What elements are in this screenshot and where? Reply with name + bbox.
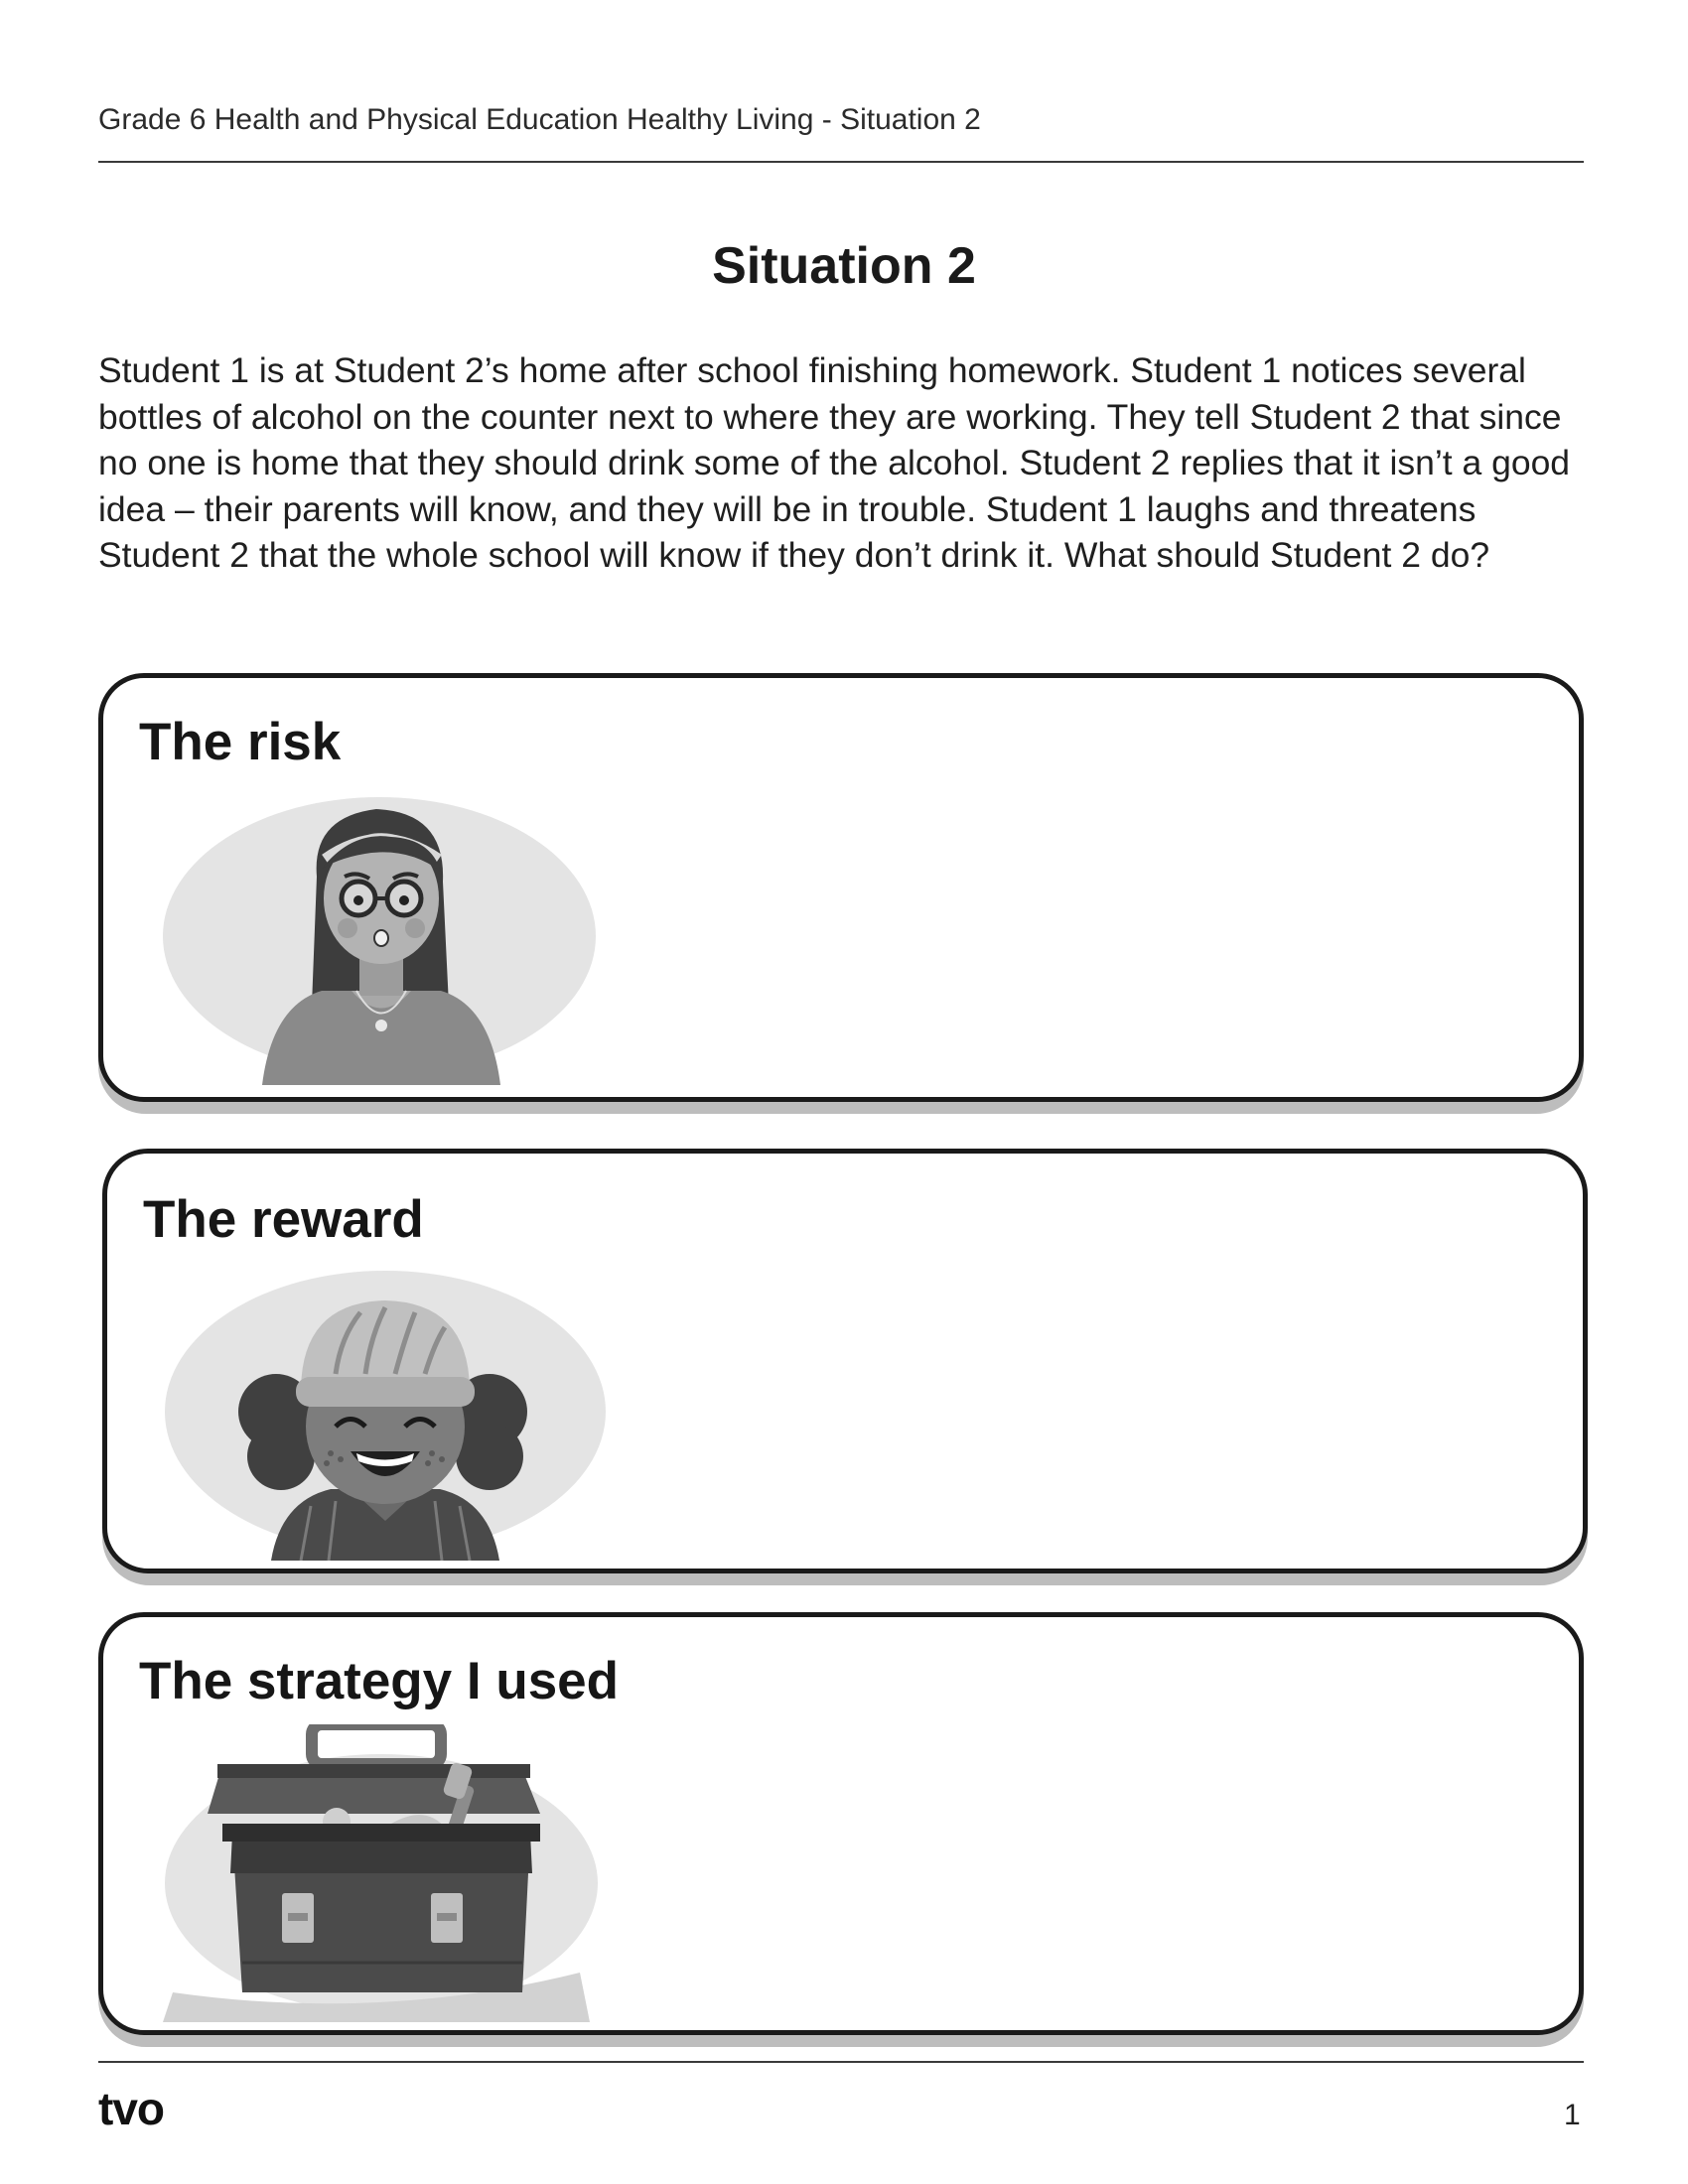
page-title: Situation 2 — [712, 237, 976, 295]
reward-card-title: The reward — [143, 1190, 424, 1249]
reward-card — [102, 1149, 1588, 1573]
happy-student-icon — [162, 1263, 609, 1561]
header-divider — [98, 161, 1584, 163]
strategy-card — [98, 1612, 1584, 2035]
risk-card-title: The risk — [139, 713, 342, 771]
header-title: Grade 6 Health and Physical Education Healthy Living - Situation 2 — [98, 103, 981, 136]
card-frame — [102, 1149, 1588, 1573]
worried-student-icon — [163, 787, 600, 1085]
card-frame — [98, 673, 1584, 1102]
page-number: 1 — [1564, 2099, 1581, 2131]
footer-divider — [98, 2061, 1584, 2063]
card-frame — [98, 1612, 1584, 2035]
toolbox-icon — [163, 1724, 600, 2022]
tvo-logo: tvo — [98, 2083, 164, 2134]
risk-card — [98, 673, 1584, 1102]
strategy-card-title: The strategy I used — [139, 1652, 620, 1710]
scenario-paragraph: Student 1 is at Student 2’s home after school finishing homework. Student 1 notices several bottles of alcohol on the counter next to where they are working. They tell Student 2 that since no one is home that they should drink some of the alcohol. Student 2 replies that it isn’t a good idea – their parents will know, and they will be in trouble. Student 1 laughs and threatens Student 2 that the whole school will know if they don’t drink it. What should Student 2 do? — [98, 350, 1571, 575]
